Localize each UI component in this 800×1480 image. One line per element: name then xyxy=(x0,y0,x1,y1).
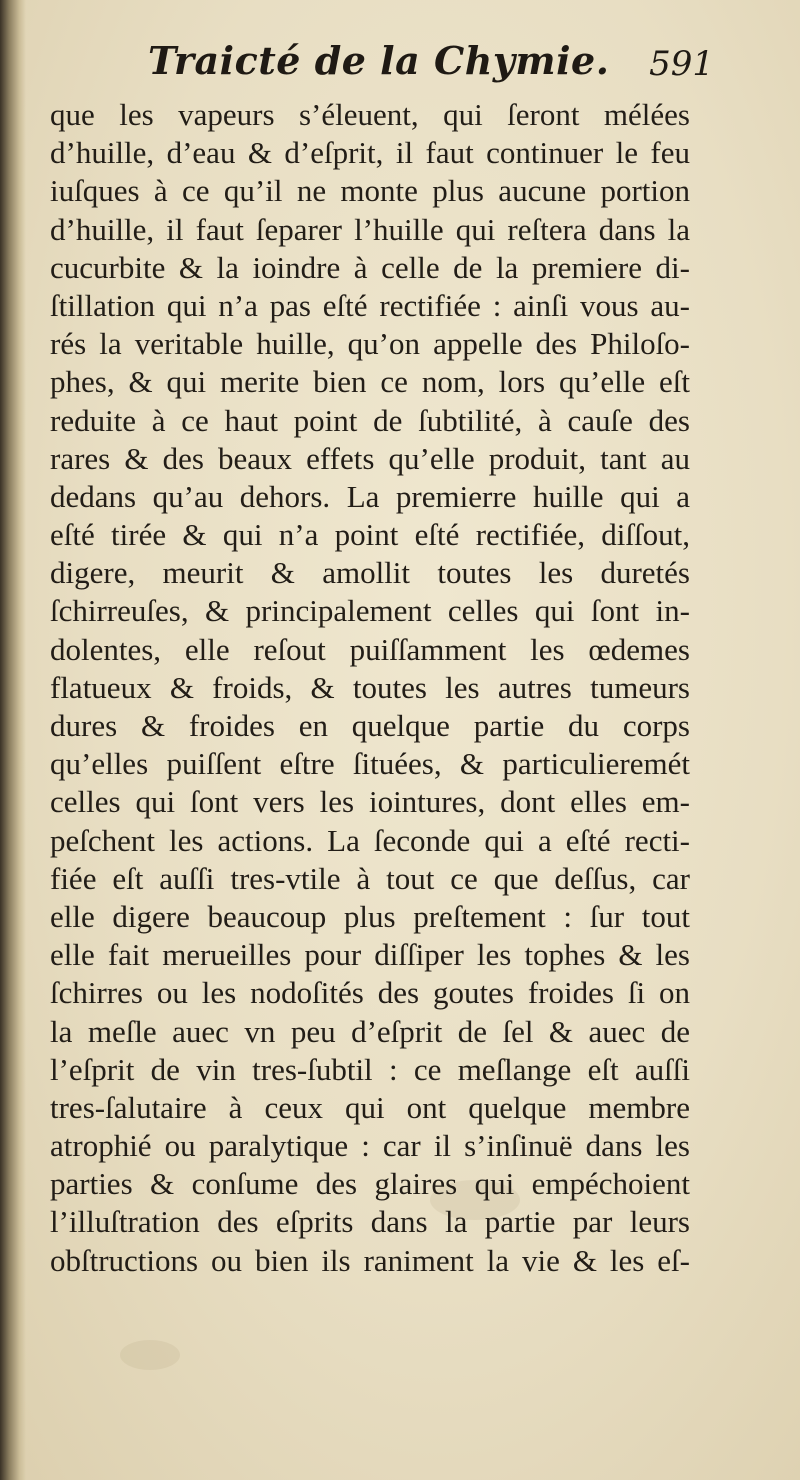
running-head-title: Traicté de la Chymie. xyxy=(148,38,610,83)
text-line: qu’elles puiſſent eſtre ſituées, & particulieremét xyxy=(50,746,690,782)
text-line: dolentes, elle reſout puiſſamment les œdemes xyxy=(50,631,690,667)
page-gutter-shadow xyxy=(0,0,26,1480)
running-head xyxy=(0,34,800,94)
text-line: obſtructions ou bien ils raniment la vie & les eſ- xyxy=(50,1242,690,1278)
text-line: phes, & qui merite bien ce nom, lors qu’elle eſt xyxy=(50,364,690,400)
text-line: d’huille, d’eau & d’eſprit, il faut continuer le feu xyxy=(50,135,690,171)
text-line: parties & conſume des glaires qui empéchoient xyxy=(50,1166,690,1202)
text-line: celles qui ſont vers les iointures, dont elles em- xyxy=(50,784,690,820)
text-line: peſchent les actions. La ſeconde qui a eſté recti- xyxy=(50,822,690,858)
text-line: tres-ſalutaire à ceux qui ont quelque membre xyxy=(50,1089,690,1125)
text-line: l’illuſtration des eſprits dans la partie par leurs xyxy=(50,1204,690,1240)
text-line: l’eſprit de vin tres-ſubtil : ce meſlange eſt auſſi xyxy=(50,1051,690,1087)
text-line: la meſle auec vn peu d’eſprit de ſel & auec de xyxy=(50,1013,690,1049)
paper-stain xyxy=(120,1340,180,1370)
text-line: ſchirres ou les nodoſités des goutes froides ſi on xyxy=(50,975,690,1011)
text-line: reduite à ce haut point de ſubtilité, à cauſe des xyxy=(50,402,690,438)
text-line: dures & froides en quelque partie du corps xyxy=(50,708,690,743)
text-line: ſtillation qui n’a pas eſté rectifiée : ainſi vous au- xyxy=(50,287,690,323)
text-line: eſté tirée & qui n’a point eſté rectifiée, diſſout, xyxy=(50,517,690,553)
text-line: cucurbite & la ioindre à celle de la premiere di- xyxy=(50,249,690,285)
text-line: rares & des beaux effets qu’elle produit, tant au xyxy=(50,440,690,476)
text-line: rés la veritable huille, qu’on appelle des Philoſo- xyxy=(50,326,690,362)
text-line: que les vapeurs s’éleuent, qui ſeront mélées xyxy=(50,97,690,132)
page-number: 591 xyxy=(649,44,714,84)
text-line: digere, meurit & amollit toutes les duretés xyxy=(50,555,690,591)
text-line: dedans qu’au dehors. La premierre huille qui a xyxy=(50,478,690,514)
body-text xyxy=(50,96,690,1280)
text-line: ſchirreuſes, & principalement celles qui ſont in- xyxy=(50,593,690,629)
text-line: d’huille, il faut ſeparer l’huille qui reſtera dans la xyxy=(50,211,690,247)
text-line: flatueux & froids, & toutes les autres tumeurs xyxy=(50,669,690,705)
text-line: elle digere beaucoup plus preſtement : ſur tout xyxy=(50,898,690,934)
text-line: fiée eſt auſſi tres-vtile à tout ce que deſſus, car xyxy=(50,860,690,896)
text-line: iuſques à ce qu’il ne monte plus aucune portion xyxy=(50,173,690,209)
text-line: elle fait merueilles pour diſſiper les tophes & les xyxy=(50,937,690,973)
text-line: atrophié ou paralytique : car il s’inſinuë dans les xyxy=(50,1128,690,1164)
